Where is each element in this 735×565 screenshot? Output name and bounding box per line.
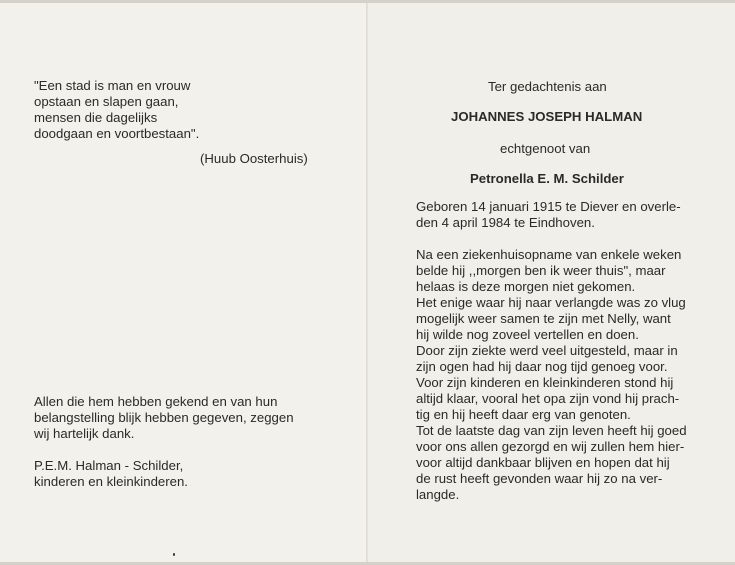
quote-line: doodgaan en voortbestaan". [34,126,200,141]
in-memory-heading: Ter gedachtenis aan [488,79,607,94]
story-line: tig en hij heeft daar erg van genoten. [416,407,631,422]
deceased-name: JOHANNES JOSEPH HALMAN [451,109,643,124]
quote-line: "Een stad is man en vrouw [34,78,191,93]
story-line: altijd klaar, vooral het opa zijn vond hij prach- [416,391,680,406]
story-line: de rust heeft gevonden waar hij zo na ver- [416,471,663,486]
birth-death-line: den 4 april 1984 te Eindhoven. [416,215,595,230]
story-line: voor altijd dankbaar blijven en hopen dat hij [416,455,670,470]
quote-author: (Huub Oosterhuis) [200,151,308,166]
spouse-intro: echtgenoot van [500,141,591,156]
quote-line: mensen die dagelijks [34,110,158,125]
birth-death-line: Geboren 14 januari 1915 te Diever en overle- [416,199,681,214]
story-line: mogelijk weer samen te zijn met Nelly, want [416,311,671,326]
story-line: hij wilde nog zoveel vertellen en doen. [416,327,639,342]
thanks-line: wij hartelijk dank. [34,426,135,441]
story-line: voor ons allen gezorgd en wij zullen hem hier- [416,439,685,454]
quote-line: opstaan en slapen gaan, [34,94,179,109]
story-line: langde. [416,487,460,502]
story-line: helaas is deze morgen niet gekomen. [416,279,636,294]
story-line: Door zijn ziekte werd veel uitgesteld, maar in [416,343,678,358]
signature-line: P.E.M. Halman - Schilder, [34,458,184,473]
story-line: zijn ogen had hij daar nog tijd genoeg voor. [416,359,668,374]
story-line: Na een ziekenhuisopname van enkele weken [416,247,682,262]
story-line: Tot de laatste dag van zijn leven heeft hij goed [416,423,687,438]
spouse-name: Petronella E. M. Schilder [470,171,624,186]
thanks-text [34,394,294,442]
signature-line: kinderen en kleinkinderen. [34,474,188,489]
card-fold [366,0,368,565]
birth-death-text [416,199,681,231]
card-top-edge [0,0,735,3]
story-text [416,247,687,503]
story-line: belde hij ,,morgen ben ik weer thuis", maar [416,263,666,278]
signature [34,458,188,490]
thanks-line: Allen die hem hebben gekend en van hun [34,394,278,409]
paper-speck [173,553,175,556]
thanks-line: belangstelling blijk hebben gegeven, zeggen [34,410,294,425]
quote [34,78,199,142]
story-line: Het enige waar hij naar verlangde was zo vlug [416,295,686,310]
story-line: Voor zijn kinderen en kleinkinderen stond hij [416,375,674,390]
